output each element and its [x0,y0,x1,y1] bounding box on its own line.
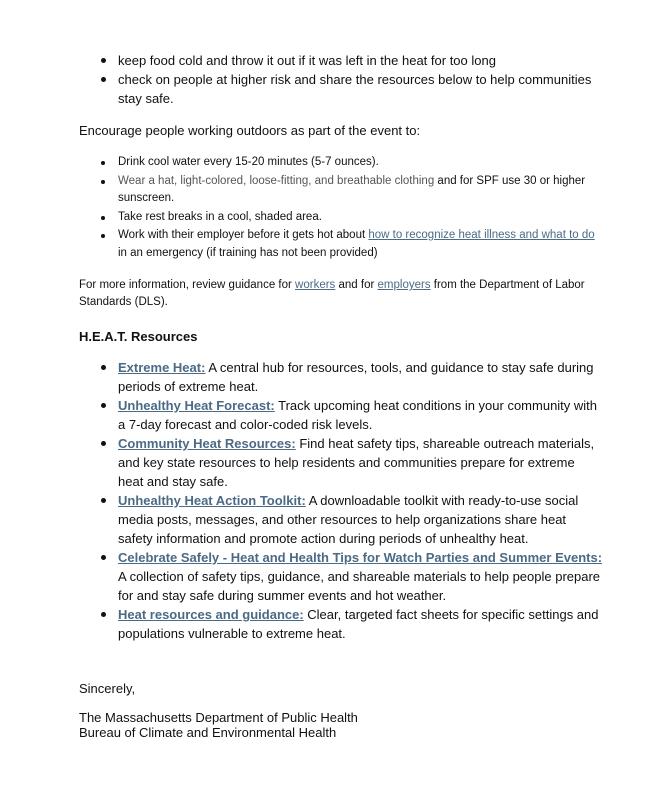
celebrate-safely-link[interactable]: Celebrate Safely - Heat and Health Tips for Watch Parties and Summer Events: [118,550,603,565]
list-item: Unhealthy Heat Forecast: Track upcoming heat conditions in your community with a 7-day forecast and color-coded risk levels. [118,396,603,434]
heat-illness-link[interactable]: how to recognize heat illness and what to do [368,229,595,241]
list-item: Extreme Heat: A central hub for resources, tools, and guidance to stay safe during periods of extreme heat. [118,358,603,396]
heat-resources-heading: H.E.A.T. Resources [79,329,198,344]
employers-link[interactable]: employers [377,279,431,291]
list-item: Drink cool water every 15-20 minutes (5-7 ounces). [118,154,598,172]
outdoor-worker-list [118,154,598,263]
signature-line: The Massachusetts Department of Public Health [79,710,358,725]
closing-text: Sincerely, [79,681,136,696]
heat-resources-list [118,358,603,643]
action-toolkit-link[interactable]: Unhealthy Heat Action Toolkit: [118,493,306,508]
community-resources-link[interactable]: Community Heat Resources: [118,436,296,451]
list-item: Community Heat Resources: Find heat safety tips, shareable outreach materials, and key state resources to help residents and communities prepare for extreme heat and stay safe. [118,434,603,491]
list-item: Take rest breaks in a cool, shaded area. [118,209,598,227]
list-item: Heat resources and guidance: Clear, targeted fact sheets for specific settings and populations vulnerable to extreme heat. [118,605,603,643]
heat-forecast-link[interactable]: Unhealthy Heat Forecast: [118,398,275,413]
top-bullet-list [118,51,608,108]
heat-guidance-link[interactable]: Heat resources and guidance: [118,607,304,622]
list-item: Wear a hat, light-colored, loose-fitting, and breathable clothing and for SPF use 30 or higher sunscreen. [118,173,598,208]
workers-link[interactable]: workers [295,279,336,291]
list-item: check on people at higher risk and share the resources below to help communities stay safe. [118,70,608,108]
extreme-heat-link[interactable]: Extreme Heat: [118,360,206,375]
list-item: Celebrate Safely - Heat and Health Tips for Watch Parties and Summer Events: A collection of safety tips, guidance, and shareable materials to help people prepare for and stay safe during summer events and hot weather. [118,550,603,603]
list-item: Work with their employer before it gets hot about how to recognize heat illness and what to do in an emergency (if training has not been provided) [118,227,598,262]
list-item: keep food cold and throw it out if it was left in the heat for too long [118,51,608,70]
more-info-paragraph: For more information, review guidance for workers and for employers from the Department of Labor Standards (DLS). [79,279,585,308]
encourage-paragraph: Encourage people working outdoors as part of the event to: [79,123,421,138]
signature-line: Bureau of Climate and Environmental Health [79,725,337,740]
list-item: Unhealthy Heat Action Toolkit: A downloadable toolkit with ready-to-use social media posts, messages, and other resources to help organizations share heat safety information and promote action during periods of unhealthy heat. [118,491,603,548]
